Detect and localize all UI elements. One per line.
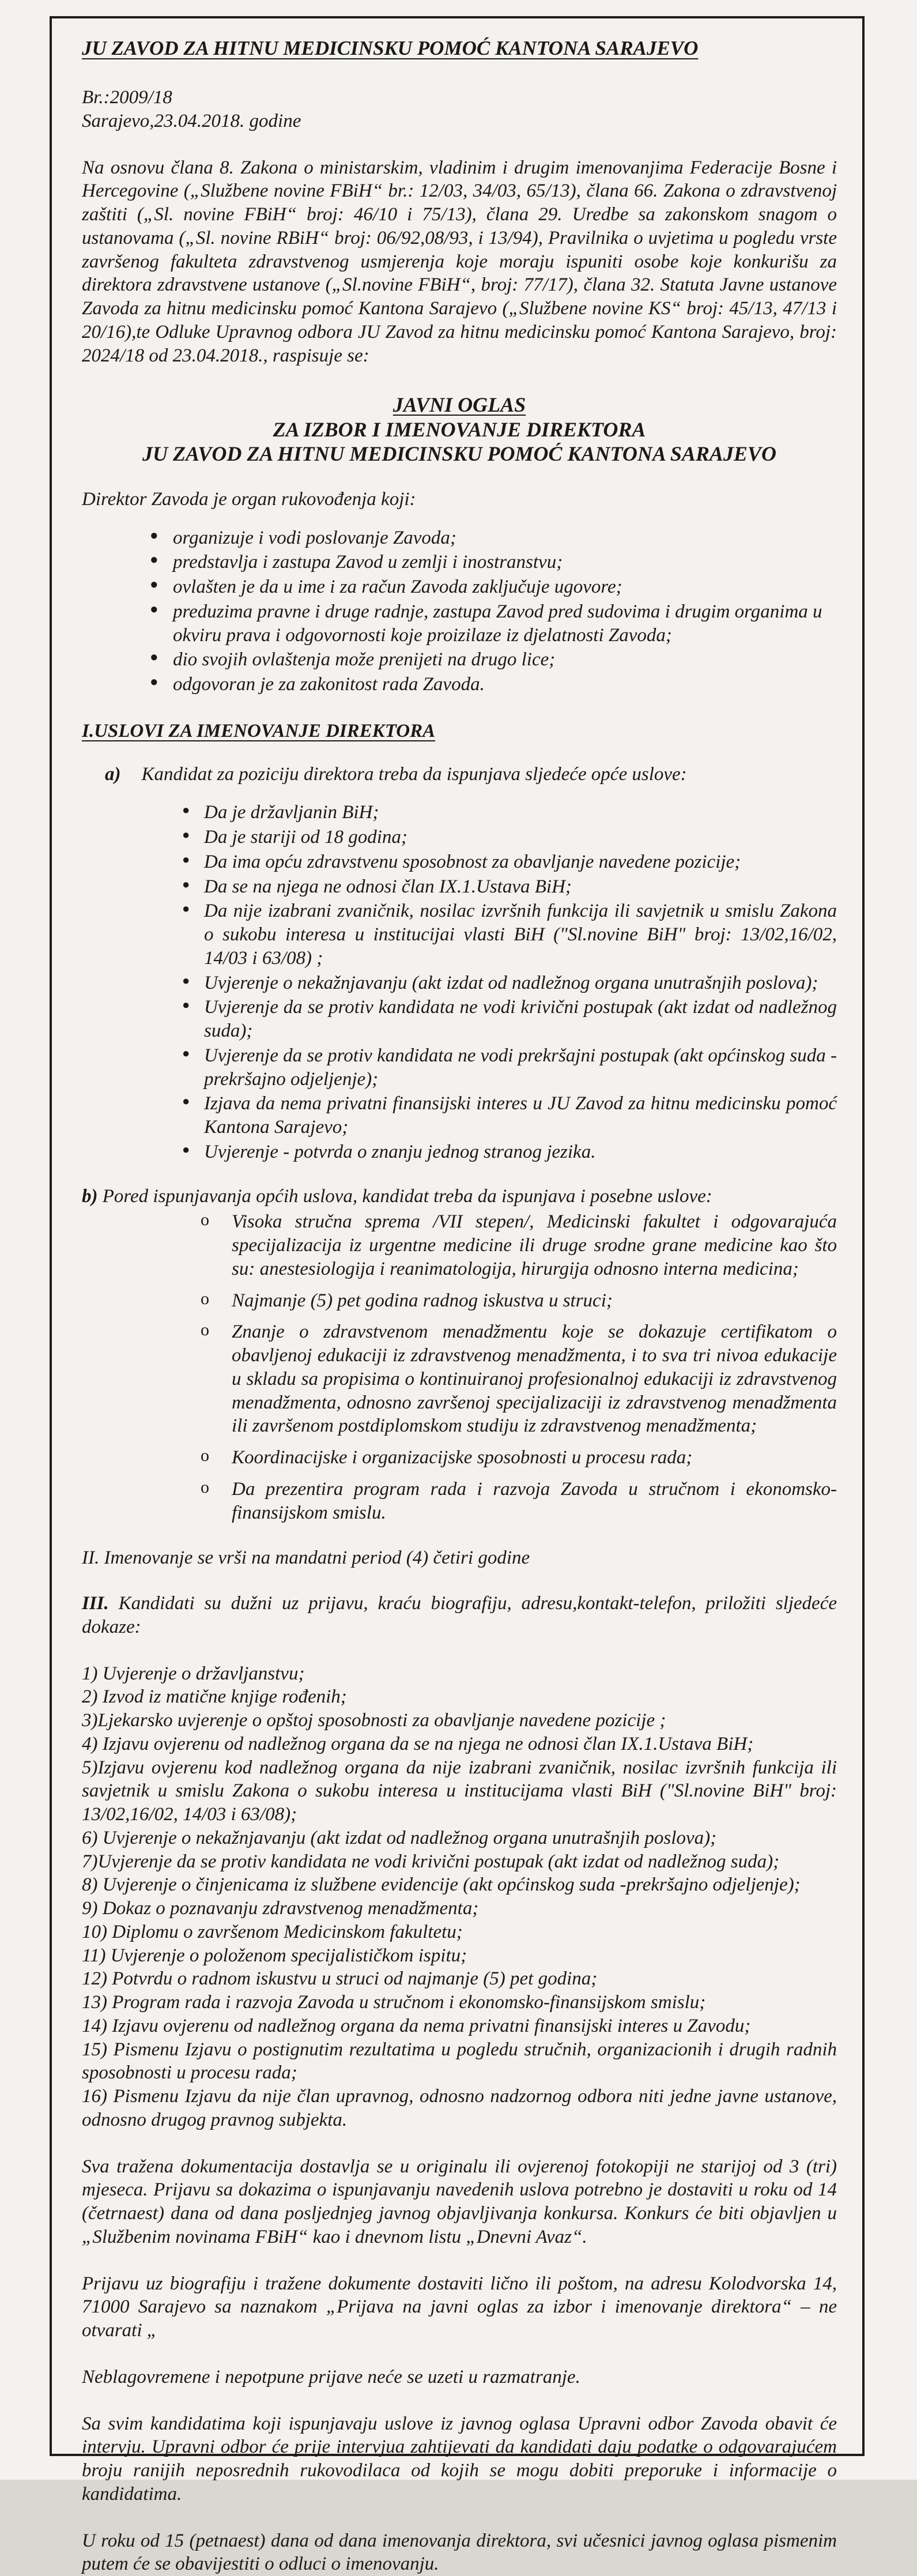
- section-1-heading: I.USLOVI ZA IMENOVANJE DIREKTORA: [82, 720, 436, 741]
- notice-title-line-2: ZA IZBOR I IMENOVANJE DIREKTORA: [273, 417, 646, 441]
- list-item: o Koordinacijske i organizacijske sposobnosti u procesu rada;: [201, 1446, 837, 1470]
- list-item: ● dio svojih ovlaštenja može prenijeti na drugo lice;: [150, 648, 837, 672]
- list-item: ● preduzima pravne i druge radnje, zastupa Zavod pred sudovima i drugim organima u okviru prava i odgovornosti koje proizilaze iz djelatnosti Zavoda;: [150, 600, 837, 647]
- list-item: 2) Izvod iz matične knjige rođenih;: [82, 1686, 347, 1708]
- general-conditions-intro: [105, 763, 837, 786]
- reference-block: [82, 86, 837, 133]
- required-documents-list: [82, 1662, 837, 2132]
- paragraph-notification: U roku od 15 (petnaest) dana od dana imenovanja direktora, svi učesnici javnog oglasa pismenim putem će se obavijestiti o odluci o imenovanju.: [82, 2530, 837, 2575]
- list-item: ● Da je stariji od 18 godina;: [182, 826, 837, 849]
- paragraph-documentation: Sva tražena dokumentacija dostavlja se u originalu ili ovjerenoj fotokopiji ne starijoj od 3 (tri) mjeseca. Prijavu sa dokazima o ispunjavanju navedenih uslova potrebno je dostaviti u roku od 14 (četrnaest) dana od dana posljednjeg javnog objavljivanja konkursa. Konkurs će biti objavljen u „Službenim novinama FBiH“ kao i dnevnom listu „Dnevni Avaz“.: [82, 2156, 837, 2247]
- general-conditions-tag: a): [105, 763, 121, 785]
- general-conditions-intro-text: Kandidat za poziciju direktora treba da ispunjava sljedeće opće uslove:: [141, 763, 687, 785]
- list-item: 13) Program rada i razvoja Zavoda u stručnom i ekonomsko-finansijskom smislu;: [82, 1992, 706, 2013]
- institution-masthead: JU ZAVOD ZA HITNU MEDICINSKU POMOĆ KANTONA SARAJEVO: [82, 37, 699, 59]
- list-item: ● Uvjerenje da se protiv kandidata ne vodi prekršajni postupak (akt općinskog suda - prekršajno odjeljenje);: [182, 1044, 837, 1091]
- paragraph-late-applications: Neblagovremene i nepotpune prijave neće se uzeti u razmatranje.: [82, 2366, 580, 2387]
- list-item: o Najmanje (5) pet godina radnog iskustva u struci;: [201, 1289, 837, 1313]
- special-conditions-intro-text: Pored ispunjavanja općih uslova, kandidat treba da ispunjava i posebne uslove:: [102, 1185, 712, 1207]
- special-conditions-intro: [82, 1185, 837, 1208]
- paragraph-submission-address: Prijavu uz biografiju i tražene dokumente dostaviti lično ili poštom, na adresu Kolodvorska 14, 71000 Sarajevo sa naznakom „Prijava na javni oglas za izbor i imenovanje direktora“ – ne otvarati „: [82, 2273, 837, 2341]
- notice-title-line-1: JAVNI OGLAS: [393, 393, 526, 417]
- reference-place-date: Sarajevo,23.04.2018. godine: [82, 110, 301, 131]
- list-item: ● Da je državljanin BiH;: [182, 801, 837, 824]
- list-item: ● Da nije izabrani zvaničnik, nosilac izvršnih funkcija ili savjetnik u smislu Zakona o sukobu interesa u institucijai vlasti BiH ("Sl.novine BiH" broj: 13/02,16/02, 14/03 i 63/08) ;: [182, 899, 837, 970]
- notice-title: [82, 393, 837, 465]
- section-3-text: Kandidati su dužni uz prijavu, kraću biografiju, adresu,kontakt-telefon, priložiti sljedeće dokaze:: [82, 1593, 837, 1637]
- special-conditions-tag: b): [82, 1185, 98, 1207]
- list-item: 15) Pismenu Izjavu o postignutim rezultatima u pogledu stručnih, organizacionih i drugih radnih sposobnosti u procesu rada;: [82, 2039, 837, 2084]
- list-item: ● ovlašten je da u ime i za račun Zavoda zaključuje ugovore;: [150, 575, 837, 599]
- list-item: ● odgovoran je za zakonitost rada Zavoda.: [150, 673, 837, 696]
- section-3: [82, 1592, 837, 1639]
- special-conditions-list: [82, 1210, 837, 1524]
- list-item: 3)Ljekarsko uvjerenje o opštoj sposobnosti za obavljanje navedene pozicije ;: [82, 1710, 666, 1731]
- section-3-number: III.: [82, 1593, 109, 1614]
- list-item: o Znanje o zdravstvenom menadžmentu koje se dokazuje certifikatom o obavljenoj edukaciji iz zdravstvenog menadžmenta, i to sva tri nivoa edukacije u skladu sa propisima o kontinuiranoj profesionalnoj edukaciji iz zdravstvenog menadžmenta, odnosno završenoj specijalizaciji iz zdravstvenog menadžmenta ili završenom postdiplomskom studiju iz zdravstvenog menadžmenta;: [201, 1320, 837, 1438]
- reference-number: Br.:2009/18: [82, 87, 172, 108]
- list-item: 4) Izjavu ovjerenu od nadležnog organa da se na njega ne odnosi član IX.1.Ustava BiH;: [82, 1733, 754, 1754]
- list-item: 6) Uvjerenje o nekažnjavanju (akt izdat od nadležnog organa unutrašnjih poslova);: [82, 1827, 717, 1848]
- list-item: ● organizuje i vodi poslovanje Zavoda;: [150, 526, 837, 550]
- notice-title-line-3: JU ZAVOD ZA HITNU MEDICINSKU POMOĆ KANTONA SARAJEVO: [142, 442, 776, 465]
- section-2: [82, 1546, 837, 1570]
- list-item: ● Da ima opću zdravstvenu sposobnost za obavljanje navedene pozicije;: [182, 850, 837, 874]
- list-item: 9) Dokaz o poznavanju zdravstvenog menadžmenta;: [82, 1898, 479, 1919]
- list-item: ● Uvjerenje - potvrda o znanju jednog stranog jezika.: [182, 1140, 837, 1164]
- list-item: ● predstavlja i zastupa Zavod u zemlji i inostranstvu;: [150, 551, 837, 574]
- list-item: 5)Izjavu ovjerenu kod nadležnog organa da nije izabrani zvaničnik, nosilac izvršnih funkcija ili savjetnik u smislu Zakona o sukobu interesa u institucijama vlasti BiH ("Sl.novine BiH" broj: 13/02,16/02, 14/03 i 63/08);: [82, 1757, 837, 1825]
- section-2-number: II.: [82, 1547, 100, 1569]
- paragraph-interview: Sa svim kandidatima koji ispunjavaju uslove iz javnog oglasa Upravni odbor Zavoda obavit će intervju. Upravni odbor će prije intervjua zahtijevati da kandidati daju podatke o odgovarajućem broju ranijih neposrednih rukovodilaca od kojih se mogu dobiti preporuke i informacije o kandidatima.: [82, 2413, 837, 2505]
- list-item: ● Da se na njega ne odnosi član IX.1.Ustava BiH;: [182, 875, 837, 899]
- list-item: 10) Diplomu o završenom Medicinskom fakultetu;: [82, 1921, 463, 1942]
- director-intro: Direktor Zavoda je organ rukovođenja koji:: [82, 488, 416, 510]
- list-item: 14) Izjavu ovjerenu od nadležnog organa da nema privatni finansijski interes u Zavodu;: [82, 2015, 751, 2036]
- list-item: 7)Uvjerenje da se protiv kandidata ne vodi krivični postupak (akt izdat od nadležnog suda);: [82, 1851, 780, 1872]
- list-item: ● Uvjerenje o nekažnjavanju (akt izdat od nadležnog organa unutrašnjih poslova);: [182, 971, 837, 995]
- notice-frame: [50, 16, 865, 2575]
- list-item: ● Izjava da nema privatni finansijski interes u JU Zavod za hitnu medicinsku pomoć Kantona Sarajevo;: [182, 1092, 837, 1139]
- list-item: 8) Uvjerenje o činjenicama iz službene evidencije (akt općinskog suda -prekršajno odjeljenje);: [82, 1874, 801, 1896]
- list-item: ● Uvjerenje da se protiv kandidata ne vodi krivični postupak (akt izdat od nadležnog suda);: [182, 996, 837, 1043]
- list-item: o Da prezentira program rada i razvoja Zavoda u stručnom i ekonomsko- finansijskom smislu.: [201, 1478, 837, 1525]
- list-item: 12) Potvrdu o radnom iskustvu u struci od najmanje (5) pet godina;: [82, 1968, 598, 1990]
- list-item: o Visoka stručna sprema /VII stepen/, Medicinski fakultet i odgovarajuća specijalizacija iz urgentne medicine ili druge srodne grane medicine kao što su: anestesiologija i reanimatologija, hirurgija odnosno interna medicina;: [201, 1210, 837, 1281]
- director-duties-list: [82, 526, 837, 696]
- list-item: 11) Uvjerenje o položenom specijalističkom ispitu;: [82, 1945, 467, 1966]
- list-item: 1) Uvjerenje o državljanstvu;: [82, 1663, 305, 1684]
- list-item: 16) Pismenu Izjavu da nije član upravnog, odnosno nadzornog odbora niti jedne javne ustanove, odnosno drugog pravnog subjekta.: [82, 2086, 837, 2130]
- legal-basis-paragraph: Na osnovu člana 8. Zakona o ministarskim, vladinim i drugim imenovanjima Federacije Bosne i Hercegovine („Službene novine FBiH“ br.: 12/03, 34/03, 65/13), člana 66. Zakona o zdravstvenoj zaštiti („Sl. novine FBiH“ broj: 46/10 i 75/13), člana 29. Uredbe sa zakonskom snagom o ustanovama („Sl. novine RBiH“ broj: 06/92,08/93, i 13/94), Pravilnika o uvjetima u pogledu vrste završenog fakulteta zdravstvenog usmjerenja koje moraju ispuniti osobe koje konkurišu za direktora zdravstvene ustanove („Sl.novine FBiH“, broj: 77/17), člana 32. Statuta Javne ustanove Zavoda za hitnu medicinsku pomoć Kantona Sarajevo („Službene novine KS“ broj: 45/13, 47/13 i 20/16),te Odluke Upravnog odbora JU Zavod za hitnu medicinsku pomoć Kantona Sarajevo, broj: 2024/18 od 23.04.2018., raspisuje se:: [82, 157, 837, 366]
- general-conditions-list: [82, 801, 837, 1163]
- section-2-text: Imenovanje se vrši na mandatni period (4) četiri godine: [104, 1547, 530, 1569]
